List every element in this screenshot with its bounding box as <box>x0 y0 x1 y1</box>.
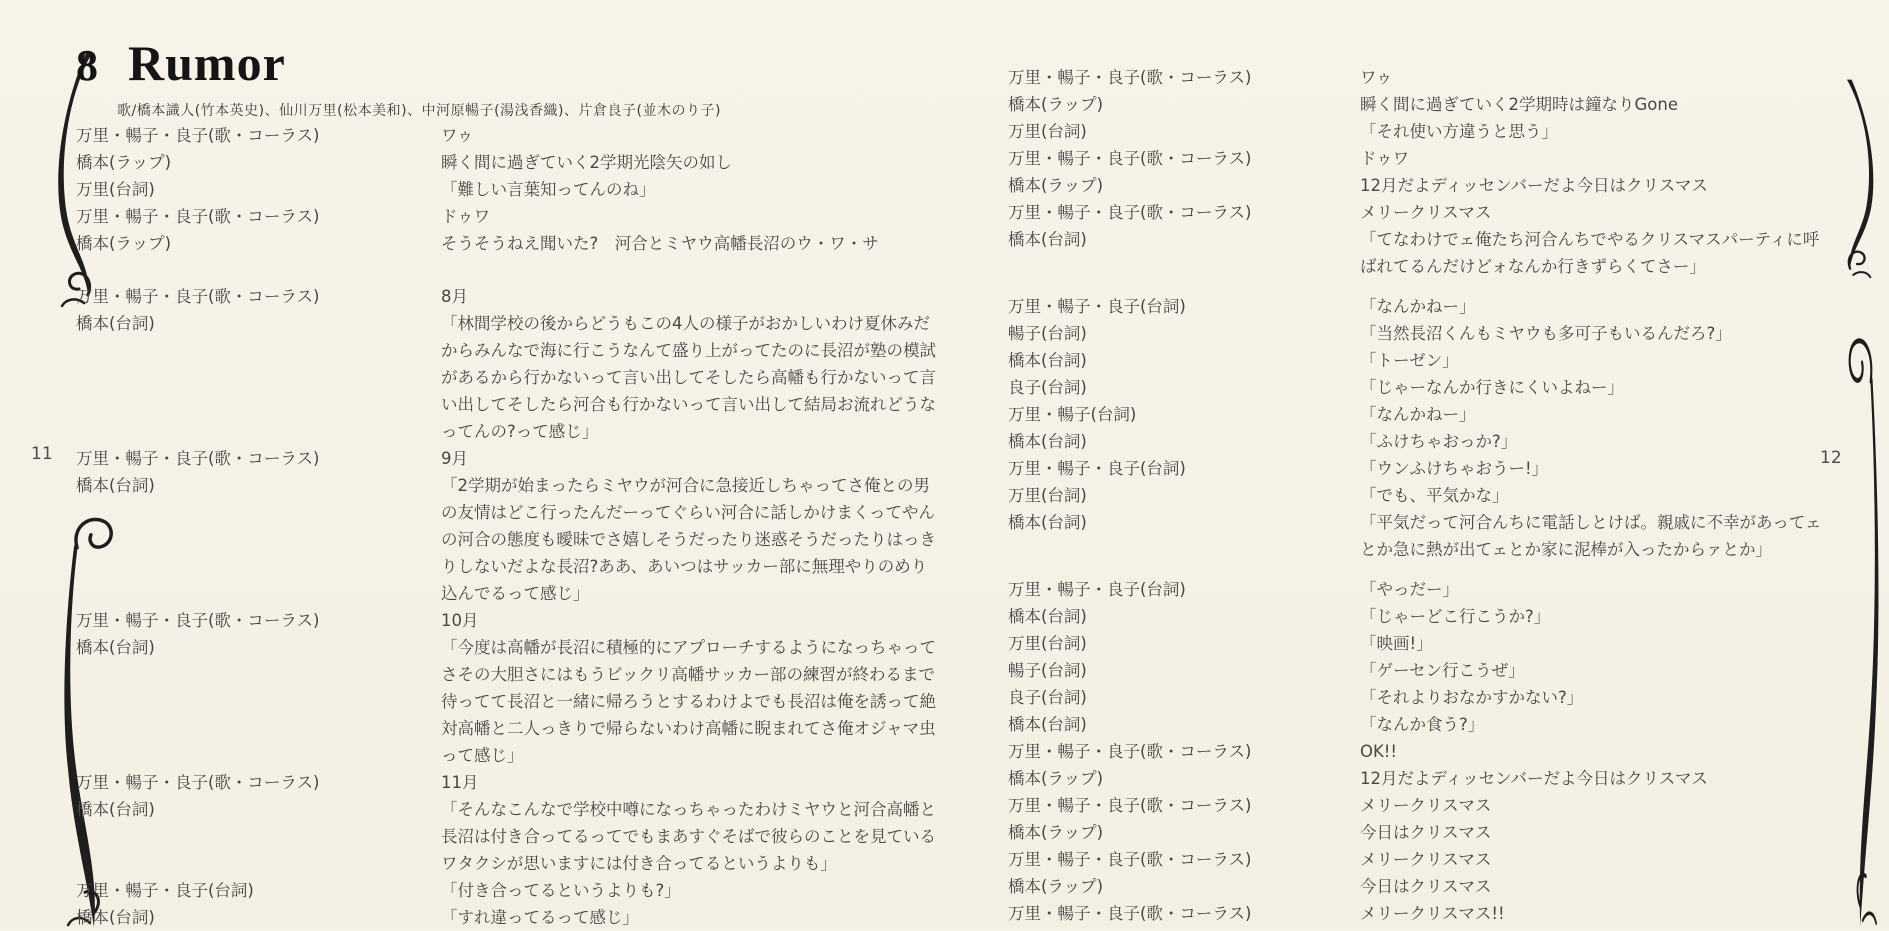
lyric-text: ドゥワ <box>441 207 491 226</box>
speaker-label: 橋本(台詞) <box>1008 432 1087 451</box>
lyric-text: メリークリスマス <box>1360 203 1492 222</box>
lyric-text: 今日はクリスマス <box>1360 877 1492 896</box>
lyric-line <box>76 230 956 257</box>
page-number-right: 12 <box>1820 448 1842 468</box>
lyric-line <box>1008 145 1848 172</box>
speaker-label: 橋本(台詞) <box>76 800 155 819</box>
lyric-line <box>1008 226 1848 280</box>
lyric-line <box>1008 792 1848 819</box>
lyric-text: 「じゃーなんか行きにくいよねー」 <box>1360 378 1624 397</box>
lyric-line <box>76 445 956 472</box>
speaker-label: 万里・暢子・良子(歌・コーラス) <box>76 287 320 306</box>
lyric-line <box>1008 576 1848 603</box>
speaker-label: 万里・暢子・良子(歌・コーラス) <box>76 611 320 630</box>
speaker-label: 橋本(ラップ) <box>76 234 172 253</box>
lyric-line <box>1008 64 1848 91</box>
speaker-label: 橋本(ラップ) <box>1008 877 1104 896</box>
track-header <box>76 35 286 91</box>
lyric-text: メリークリスマス!! <box>1360 904 1505 923</box>
speaker-label: 万里・暢子・良子(台詞) <box>1008 580 1186 599</box>
lyric-line <box>1008 738 1848 765</box>
page-number-left: 11 <box>31 444 53 464</box>
lyric-text: 「そんなこんなで学校中噂になっちゃったわけミヤウと河合高幡と長沼は付き合ってるってでもまあすぐそばで彼らのことを見ているワタクシが思いますには付き合ってるというよりも」 <box>441 800 936 873</box>
lyric-text: 11月 <box>441 773 479 792</box>
lyric-line <box>76 203 956 230</box>
speaker-label: 万里・暢子・良子(歌・コーラス) <box>1008 149 1252 168</box>
lyric-text: ドゥワ <box>1360 149 1410 168</box>
lyric-text: 「それよりおなかすかない?」 <box>1360 688 1584 707</box>
speaker-label: 万里・暢子(台詞) <box>1008 405 1137 424</box>
lyric-line <box>1008 455 1848 482</box>
lyric-line <box>1008 374 1848 401</box>
lyric-line <box>1008 900 1848 927</box>
speaker-label: 橋本(ラップ) <box>1008 823 1104 842</box>
lyric-text: 「ふけちゃおっか?」 <box>1360 432 1518 451</box>
lyric-text: 10月 <box>441 611 479 630</box>
lyric-text: 「それ使い方違うと思う」 <box>1360 122 1558 141</box>
speaker-label: 万里・暢子・良子(歌・コーラス) <box>1008 904 1252 923</box>
lyric-text: 「やっだー」 <box>1360 580 1459 599</box>
lyric-text: 「ゲーセン行こうぜ」 <box>1360 661 1525 680</box>
lyric-text: 「今度は高幡が長沼に積極的にアプローチするようになっちゃってさその大胆さにはもうビックリ高幡サッカー部の練習が終わるまで待ってて長沼と一緒に帰ろうとするわけよでも長沼は俺を誘って絶対高幡と二人っきりで帰らないわけ高幡に睨まれてさ俺オジャマ虫って感じ」 <box>441 638 936 765</box>
speaker-label: 橋本(台詞) <box>76 476 155 495</box>
speaker-label: 万里・暢子・良子(歌・コーラス) <box>1008 203 1252 222</box>
speaker-label: 万里・暢子・良子(歌・コーラス) <box>76 126 320 145</box>
lyric-text: 「トーゼン」 <box>1360 351 1459 370</box>
lyric-line <box>1008 347 1848 374</box>
lyrics-column-right <box>1008 64 1848 927</box>
credit-line: 歌/橋本識人(竹本英史)、仙川万里(松本美和)、中河原暢子(湯浅香織)、片倉良子(並木のり子) <box>117 103 721 119</box>
track-title: Rumor <box>128 35 286 91</box>
lyric-text: ワゥ <box>441 126 474 145</box>
lyric-text: 「ウンふけちゃおうー!」 <box>1360 459 1549 478</box>
speaker-label: 橋本(台詞) <box>76 314 155 333</box>
speaker-label: 万里・暢子・良子(歌・コーラス) <box>76 449 320 468</box>
speaker-label: 万里(台詞) <box>1008 122 1087 141</box>
lyric-line <box>76 796 956 877</box>
lyric-line <box>76 149 956 176</box>
lyric-text: 「平気だって河合んちに電話しとけば。親戚に不幸があってェとか急に熱が出てェとか家に泥棒が入ったからァとか」 <box>1360 513 1822 559</box>
speaker-label: 暢子(台詞) <box>1008 324 1087 343</box>
speaker-label: 橋本(台詞) <box>1008 607 1087 626</box>
lyric-line <box>1008 846 1848 873</box>
speaker-label: 橋本(台詞) <box>76 638 155 657</box>
speaker-label: 橋本(台詞) <box>1008 351 1087 370</box>
lyric-text: そうそうねえ聞いた? 河合とミヤウ高幡長沼のウ・ワ・サ <box>441 234 879 253</box>
speaker-label: 橋本(台詞) <box>1008 230 1087 249</box>
speaker-label: 万里(台詞) <box>1008 634 1087 653</box>
lyric-line <box>1008 711 1848 738</box>
speaker-label: 橋本(ラップ) <box>1008 95 1104 114</box>
speaker-label: 万里・暢子・良子(歌・コーラス) <box>1008 850 1252 869</box>
lyric-line <box>76 283 956 310</box>
lyric-text: 「なんか食う?」 <box>1360 715 1485 734</box>
speaker-label: 良子(台詞) <box>1008 378 1087 397</box>
lyric-line <box>1008 172 1848 199</box>
lyric-text: 「当然長沼くんもミヤウも多可子もいるんだろ?」 <box>1360 324 1732 343</box>
lyric-line <box>1008 765 1848 792</box>
speaker-label: 橋本(台詞) <box>1008 513 1087 532</box>
lyric-line <box>1008 293 1848 320</box>
lyric-line <box>1008 657 1848 684</box>
lyric-line <box>76 176 956 203</box>
lyric-text: 12月だよディッセンバーだよ今日はクリスマス <box>1360 176 1708 195</box>
lyric-line <box>1008 603 1848 630</box>
lyric-text: ワゥ <box>1360 68 1393 87</box>
speaker-label: 万里・暢子・良子(台詞) <box>1008 297 1186 316</box>
speaker-label: 良子(台詞) <box>1008 688 1087 707</box>
lyric-text: 「なんかねー」 <box>1360 297 1476 316</box>
lyric-line <box>76 122 956 149</box>
lyric-text: 瞬く間に過ぎていく2学期光陰矢の如し <box>441 153 732 172</box>
lyric-text: 「なんかねー」 <box>1360 405 1476 424</box>
lyric-line <box>1008 320 1848 347</box>
lyric-text: 9月 <box>441 449 468 468</box>
speaker-label: 橋本(ラップ) <box>76 153 172 172</box>
lyric-text: 「林間学校の後からどうもこの4人の様子がおかしいわけ夏休みだからみんなで海に行こうなんて盛り上がってたのに長沼が塾の模試があるから行かないって言い出してそしたら高幡も行かないって言い出してそしたら河合も行かないって言い出して結局お流れどうなってんの?って感じ」 <box>441 314 936 441</box>
speaker-label: 万里・暢子・良子(歌・コーラス) <box>76 207 320 226</box>
lyric-text: 「てなわけでェ俺たち河合んちでやるクリスマスパーティに呼ばれてるんだけどォなんか行きずらくてさー」 <box>1360 230 1820 276</box>
speaker-label: 橋本(台詞) <box>76 908 155 927</box>
lyric-text: OK!! <box>1360 742 1398 761</box>
track-number: 8 <box>76 41 98 90</box>
lyric-text: 「すれ違ってるって感じ」 <box>441 908 639 927</box>
lyric-line <box>76 472 956 607</box>
lyric-text: 8月 <box>441 287 468 306</box>
lyric-text: 今日はクリスマス <box>1360 823 1492 842</box>
lyric-text: メリークリスマス <box>1360 796 1492 815</box>
speaker-label: 万里(台詞) <box>76 180 155 199</box>
lyric-line <box>1008 91 1848 118</box>
lyric-line <box>1008 873 1848 900</box>
lyric-text: 「付き合ってるというよりも?」 <box>441 881 681 900</box>
speaker-label: 橋本(台詞) <box>1008 715 1087 734</box>
speaker-label: 万里・暢子・良子(歌・コーラス) <box>76 773 320 792</box>
lyric-line <box>1008 684 1848 711</box>
lyric-line <box>1008 401 1848 428</box>
lyric-line <box>76 607 956 634</box>
speaker-label: 万里・暢子・良子(歌・コーラス) <box>1008 742 1252 761</box>
lyric-line <box>76 769 956 796</box>
lyric-line <box>1008 118 1848 145</box>
lyric-text: 「じゃーどこ行こうか?」 <box>1360 607 1551 626</box>
speaker-label: 万里(台詞) <box>1008 486 1087 505</box>
lyric-text: 「映画!」 <box>1360 634 1433 653</box>
lyric-line <box>76 904 956 931</box>
speaker-label: 橋本(ラップ) <box>1008 769 1104 788</box>
speaker-label: 暢子(台詞) <box>1008 661 1087 680</box>
lyric-line <box>1008 428 1848 455</box>
lyric-line <box>76 877 956 904</box>
lyric-line <box>1008 819 1848 846</box>
lyrics-column-left <box>76 122 956 931</box>
flourish-ornament-bottom-right <box>1845 330 1889 929</box>
speaker-label: 橋本(ラップ) <box>1008 176 1104 195</box>
lyric-text: メリークリスマス <box>1360 850 1492 869</box>
lyric-line <box>76 634 956 769</box>
lyric-line <box>1008 630 1848 657</box>
speaker-label: 万里・暢子・良子(台詞) <box>1008 459 1186 478</box>
speaker-label: 万里・暢子・良子(歌・コーラス) <box>1008 796 1252 815</box>
lyric-line <box>76 310 956 445</box>
lyric-line <box>1008 482 1848 509</box>
lyric-text: 瞬く間に過ぎていく2学期時は鐘なりGone <box>1360 95 1678 114</box>
lyric-line <box>1008 199 1848 226</box>
lyric-text: 「でも、平気かな」 <box>1360 486 1509 505</box>
lyric-text: 12月だよディッセンバーだよ今日はクリスマス <box>1360 769 1708 788</box>
speaker-label: 万里・暢子・良子(歌・コーラス) <box>1008 68 1252 87</box>
lyric-text: 「難しい言葉知ってんのね」 <box>441 180 656 199</box>
lyric-text: 「2学期が始まったらミヤウが河合に急接近しちゃってさ俺との男の友情はどこ行ったんだーってぐらい河合に話しかけまくってやんの河合の態度も曖昧でさ嬉しそうだったり迷惑そうだったりはっきりしないだよな長沼?ああ、あいつはサッカー部に無理やりのめり込んでるって感じ」 <box>441 476 936 603</box>
lyric-line <box>1008 509 1848 563</box>
speaker-label: 万里・暢子・良子(台詞) <box>76 881 254 900</box>
